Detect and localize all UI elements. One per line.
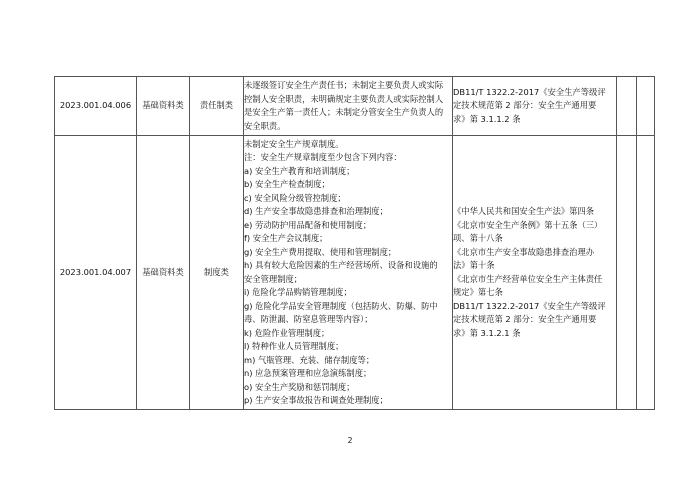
reference-line: 规定》第七条 (453, 287, 503, 297)
issue-line: g) 危险化学品安全管理制度（包括防火、防爆、防中 (244, 300, 438, 311)
issue-line: n) 应急预案管理和应急演练制度； (244, 368, 372, 378)
issue-line: d) 生产安全事故隐患排查和治理制度； (244, 206, 388, 216)
issue-line: 安全职责。 (244, 120, 286, 131)
reference-line: 《北京市生产经营单位安全生产主体责任 (453, 273, 603, 284)
reference-line: 定技术规范第 2 部分：安全生产通用要 (453, 100, 597, 111)
reference-line: 定技术规范第 2 部分：安全生产通用要 (453, 314, 597, 324)
issue-line: 毒、防泄漏、防窒息管理等内容）； (244, 314, 373, 324)
issue-line: 未制定安全生产规章制度。 (244, 138, 344, 149)
item-type: 制度类 (190, 136, 244, 410)
reference-line: 项、第十八条 (453, 233, 503, 243)
table-row (55, 77, 655, 136)
table-row (55, 136, 655, 410)
issue-line: i) 危险化学品购销管理制度； (244, 287, 352, 297)
reference-line: 《中华人民共和国安全生产法》第四条 (453, 206, 595, 216)
issue-line: o) 安全生产奖励和惩罚制度； (244, 381, 355, 392)
item-category: 基础资料类 (137, 77, 190, 136)
issue-line: p) 生产安全事故报告和调查处理制度； (244, 395, 388, 405)
issue-line: a) 安全生产教育和培训制度； (244, 165, 355, 176)
issue-line: 未逐级签订安全生产责任书；未制定主要负责人或实际 (244, 80, 444, 90)
reference-line: 《北京市生产安全事故隐患排查治理办 (453, 246, 595, 257)
item-category: 基础资料类 (137, 136, 190, 410)
reference-line: 法》第十条 (453, 260, 495, 270)
item-code: 2023.001.04.006 (55, 77, 137, 136)
issue-line: m) 气瓶管理、充装、储存制度等； (244, 354, 375, 365)
item-code: 2023.001.04.007 (55, 136, 137, 410)
legal-reference (453, 77, 617, 136)
issue-line: l) 特种作业人员管理制度； (244, 341, 344, 351)
issue-line: e) 劳动防护用品配备和使用制度； (244, 219, 372, 230)
issue-line: 安全管理制度； (244, 273, 303, 284)
issue-line: b) 安全生产检查制度； (244, 179, 330, 189)
issue-line: f) 安全生产会议制度； (244, 233, 328, 243)
item-type: 责任制类 (190, 77, 244, 136)
issue-line: k) 危险作业管理制度； (244, 327, 330, 338)
issue-line: h) 具有较大危险因素的生产经营场所、设备和设施的 (244, 260, 438, 270)
reference-line: DB11/T 1322.2-2017《安全生产等级评 (453, 300, 606, 311)
inspection-table (54, 76, 655, 410)
empty-cell (637, 77, 655, 136)
issue-line: g) 安全生产费用提取、使用和管理制度； (244, 246, 397, 257)
legal-reference (453, 136, 617, 410)
issue-line: 是安全生产第一责任人；未制定分管安全生产负责人的 (244, 107, 444, 117)
empty-cell (617, 77, 637, 136)
page-number: 2 (347, 436, 353, 445)
issue-line: c) 安全风险分级管控制度； (244, 192, 346, 203)
issue-description (244, 77, 453, 136)
empty-cell (637, 136, 655, 410)
reference-line: 求》第 3.1.2.1 条 (453, 327, 521, 338)
reference-line: 《北京市安全生产条例》第十五条（三） (453, 219, 603, 230)
empty-cell (617, 136, 637, 410)
issue-line: 控制人安全职责，未明确规定主要负责人或实际控制人 (244, 93, 444, 104)
issue-description (244, 136, 453, 410)
reference-line: 求》第 3.1.1.2 条 (453, 113, 521, 124)
reference-line: DB11/T 1322.2-2017《安全生产等级评 (453, 86, 606, 97)
issue-line: 注：安全生产规章制度至少包含下列内容： (244, 152, 402, 162)
